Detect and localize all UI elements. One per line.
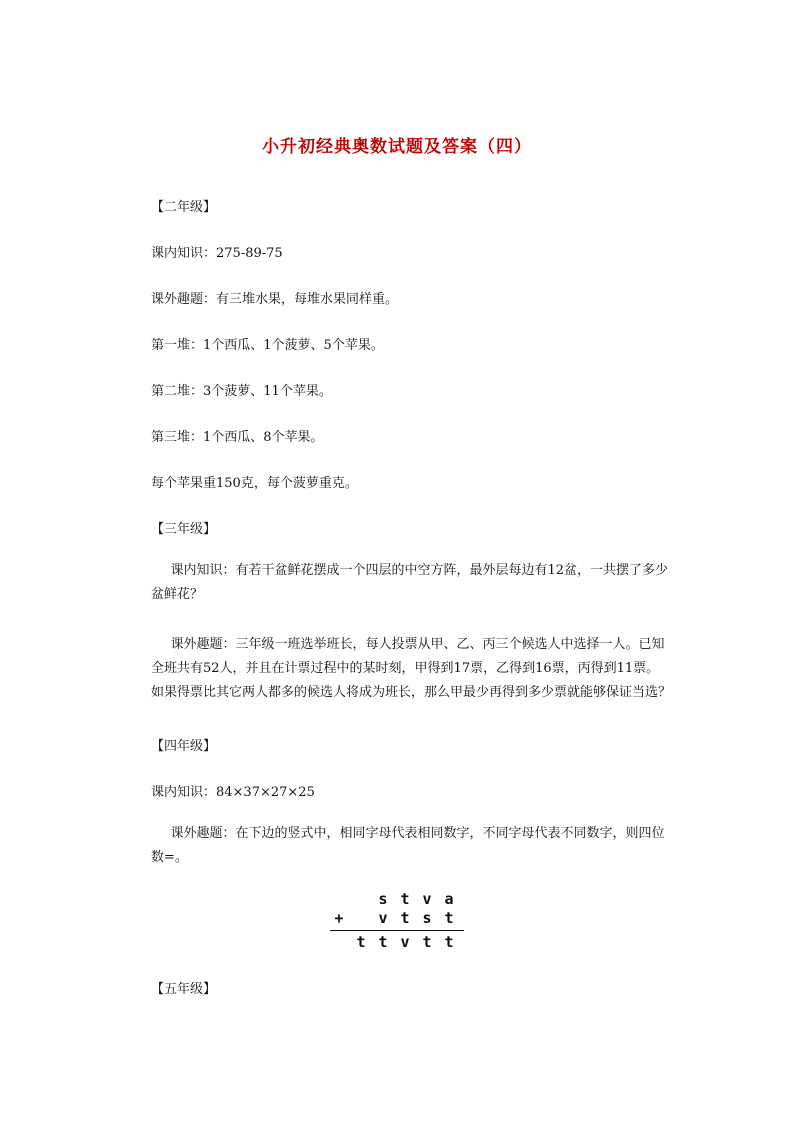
addend2-digit: t — [444, 909, 454, 927]
grade4-extra: 课外趣题：在下边的竖式中，相同字母代表相同数字，不同字母代表不同数字，则四位数=。 — [151, 826, 665, 865]
grade2-heading: 【二年级】 — [151, 200, 217, 215]
result-digit: t — [444, 933, 454, 951]
result-digit: v — [400, 933, 410, 951]
grade2-pile3: 第三堆：1个西瓜、8个苹果。 — [151, 430, 324, 445]
grade2-pile2: 第二堆：3个菠萝、11个苹果。 — [151, 384, 332, 399]
grade3-heading: 【三年级】 — [151, 522, 217, 537]
grade2-extra: 课外趣题：有三堆水果，每堆水果同样重。 — [151, 292, 399, 307]
vertical-addition — [330, 890, 464, 952]
addend2-digit: t — [400, 909, 410, 927]
result-digit: t — [378, 933, 388, 951]
grade3-extra: 课外趣题：三年级一班选举班长，每人投票从甲、乙、丙三个候选人中选择一人。已知全班共有52人，并且在计票过程中的某时刻，甲得到17票，乙得到16票，丙得到11票。如果得票比其它两人都多的候选人将成为班长，那么甲最少再得到多少票就能够保证当选？ — [151, 637, 672, 700]
grade5-heading: 【五年级】 — [151, 982, 217, 997]
addend1-digit: t — [400, 890, 410, 908]
plus-sign: + — [334, 909, 344, 927]
grade2-question: 每个苹果重150克，每个菠萝重克。 — [151, 476, 358, 491]
sum-rule-line — [330, 930, 464, 931]
grade2-pile1: 第一堆：1个西瓜、1个菠萝、5个苹果。 — [151, 338, 384, 353]
addend2-digit: s — [422, 909, 432, 927]
result-row — [330, 933, 464, 952]
addend1-digit: a — [444, 890, 454, 908]
addend2-digit: v — [378, 909, 388, 927]
result-digit: t — [422, 933, 432, 951]
grade3-in-class: 课内知识：有若干盆鲜花摆成一个四层的中空方阵，最外层每边有12盆，一共摆了多少盆鲜花？ — [151, 563, 669, 602]
result-digit: t — [356, 933, 366, 951]
page-title: 小升初经典奥数试题及答案（四） — [262, 137, 532, 157]
grade4-heading: 【四年级】 — [151, 739, 217, 754]
addend-row-2 — [330, 909, 464, 928]
grade4-in-class: 课内知识：84×37×27×25 — [151, 785, 315, 800]
grade2-in-class: 课内知识：275-89-75 — [151, 246, 283, 261]
addend-row-1 — [330, 890, 464, 909]
addend1-digit: v — [422, 890, 432, 908]
addend1-digit: s — [378, 890, 388, 908]
